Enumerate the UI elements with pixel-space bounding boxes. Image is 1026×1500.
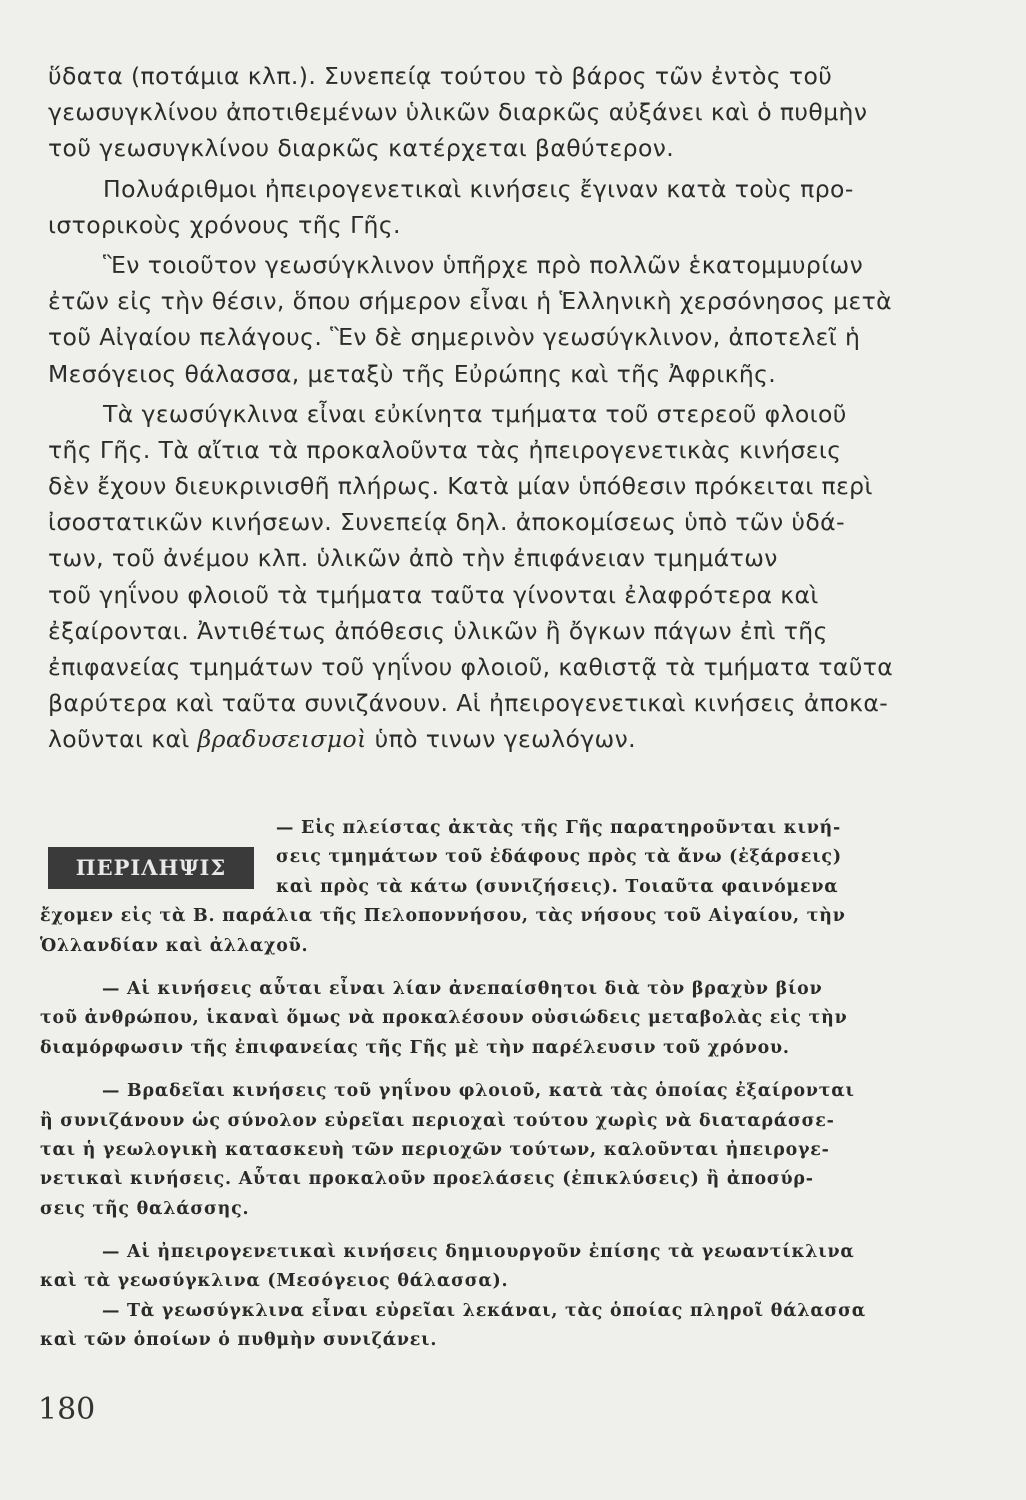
summary-line: καὶ πρὸς τὰ κάτω (συνιζήσεις). Τοιαῦτα φαινόμενα: [276, 876, 839, 897]
text-line: Ἓν τοιοῦτον γεωσύγκλινον ὑπῆρχε πρὸ πολλῶν ἑκατομμυρίων: [103, 250, 864, 279]
page-number: 180: [38, 1392, 96, 1427]
summary-line: ἢ συνιζάνουν ὡς σύνολον εὐρεῖαι περιοχαὶ τούτου χωρὶς νὰ διαταράσσε-: [40, 1110, 835, 1131]
summary-line: — Αἱ κινήσεις αὗται εἶναι λίαν ἀνεπαίσθητοι διὰ τὸν βραχὺν βίον: [102, 978, 823, 999]
summary-line: Ὁλλανδίαν καὶ ἀλλαχοῦ.: [40, 935, 309, 956]
text-line-last: [48, 721, 908, 757]
text-line: τῆς Γῆς. Τὰ αἴτια τὰ προκαλοῦντα τὰς ἠπειρογενετικὰς κινήσεις: [48, 435, 842, 464]
text-line: Τὰ γεωσύγκλινα εἶναι εὐκίνητα τμήματα τοῦ στερεοῦ φλοιοῦ: [103, 399, 847, 428]
text-line: ἐξαίρονται. Ἀντιθέτως ἀπόθεσις ὑλικῶν ἢ ὄγκων πάγων ἐπὶ τῆς: [48, 616, 828, 645]
text-fragment: λοῦνται καὶ: [48, 725, 190, 754]
text-line: ἐτῶν εἰς τὴν θέσιν, ὅπου σήμερον εἶναι ἡ Ἑλληνικὴ χερσόνησος μετὰ: [48, 287, 893, 316]
text-line: τοῦ γηΐνου φλοιοῦ τὰ τμήματα ταῦτα γίνονται ἐλαφρότερα καὶ: [48, 580, 819, 609]
summary-line: — Τὰ γεωσύγκλινα εἶναι εὐρεῖαι λεκάναι, τὰς ὁποίας πληροῖ θάλασσα: [102, 1300, 866, 1321]
summary-line: σεις τμημάτων τοῦ ἐδάφους πρὸς τὰ ἄνω (ἐξάρσεις): [276, 847, 842, 868]
summary-line: τοῦ ἀνθρώπου, ἱκαναὶ ὅμως νὰ προκαλέσουν οὐσιώδεις μεταβολὰς εἰς τὴν: [40, 1008, 848, 1029]
summary-line: — Αἱ ἠπειρογενετικαὶ κινήσεις δημιουργοῦν ἐπίσης τὰ γεωαντίκλινα: [102, 1242, 855, 1263]
text-line: δὲν ἔχουν διευκρινισθῆ πλήρως. Κατὰ μίαν ὑπόθεσιν πρόκειται περὶ: [48, 472, 873, 501]
summary-line: σεις τῆς θαλάσσης.: [40, 1198, 250, 1219]
text-line: ἰσοστατικῶν κινήσεων. Συνεπείᾳ δηλ. ἀποκομίσεως ὑπὸ τῶν ὑδά-: [48, 508, 845, 537]
summary-line: — Εἰς πλείστας ἀκτὰς τῆς Γῆς παρατηροῦνται κινή-: [276, 818, 842, 838]
summary-line: καὶ τῶν ὁποίων ὁ πυθμὴν συνιζάνει.: [40, 1330, 438, 1351]
text-line: των, τοῦ ἀνέμου κλπ. ὑλικῶν ἀπὸ τὴν ἐπιφάνειαν τμημάτων: [48, 544, 778, 573]
summary-section: [40, 814, 912, 1356]
summary-badge: ΠΕΡΙΛΗΨΙΣ: [48, 847, 254, 889]
text-line: βαρύτερα καὶ ταῦτα συνιζάνουν. Αἱ ἠπειρογενετικαὶ κινήσεις ἀποκα-: [48, 689, 889, 718]
italic-term: βραδυσεισμοὶ: [197, 725, 367, 754]
summary-line: διαμόρφωσιν τῆς ἐπιφανείας τῆς Γῆς μὲ τὴν παρέλευσιν τοῦ χρόνου.: [40, 1037, 790, 1058]
text-line: γεωσυγκλίνου ἀποτιθεμένων ὑλικῶν διαρκῶς αὐξάνει καὶ ὁ πυθμὴν: [48, 98, 868, 127]
summary-line: καὶ τὰ γεωσύγκλινα (Μεσόγειος θάλασσα).: [40, 1271, 509, 1292]
summary-line: ται ἡ γεωλογικὴ κατασκευὴ τῶν περιοχῶν τούτων, καλοῦνται ἠπειρογε-: [40, 1139, 830, 1160]
text-line: ἐπιφανείας τμημάτων τοῦ γηΐνου φλοιοῦ, καθιστᾷ τὰ τμήματα ταῦτα: [48, 653, 894, 681]
main-text: [48, 58, 908, 758]
text-line: Πολυάριθμοι ἠπειρογενετικαὶ κινήσεις ἔγιναν κατὰ τοὺς προ-: [103, 174, 854, 203]
text-fragment: ὑπὸ τινων γεωλόγων.: [374, 725, 637, 754]
summary-line: νετικαὶ κινήσεις. Αὗται προκαλοῦν προελάσεις (ἐπικλύσεις) ἢ ἀποσύρ-: [40, 1169, 814, 1190]
summary-line: — Βραδεῖαι κινήσεις τοῦ γηΐνου φλοιοῦ, κατὰ τὰς ὁποίας ἐξαίρονται: [102, 1081, 855, 1102]
text-line: ὕδατα (ποτάμια κλπ.). Συνεπείᾳ τούτου τὸ βάρος τῶν ἐντὸς τοῦ: [48, 62, 833, 90]
summary-line: ἔχομεν εἰς τὰ Β. παράλια τῆς Πελοποννήσου, τὰς νήσους τοῦ Αἰγαίου, τὴν: [40, 906, 846, 927]
text-line: τοῦ Αἰγαίου πελάγους. Ἓν δὲ σημερινὸν γεωσύγκλινον, ἀποτελεῖ ἡ: [48, 323, 861, 352]
text-line: ιστορικοὺς χρόνους τῆς Γῆς.: [48, 210, 401, 239]
text-line: Μεσόγειος θάλασσα, μεταξὺ τῆς Εὐρώπης καὶ τῆς Ἀφρικῆς.: [48, 359, 777, 388]
text-line: τοῦ γεωσυγκλίνου διαρκῶς κατέρχεται βαθύτερον.: [48, 134, 675, 163]
